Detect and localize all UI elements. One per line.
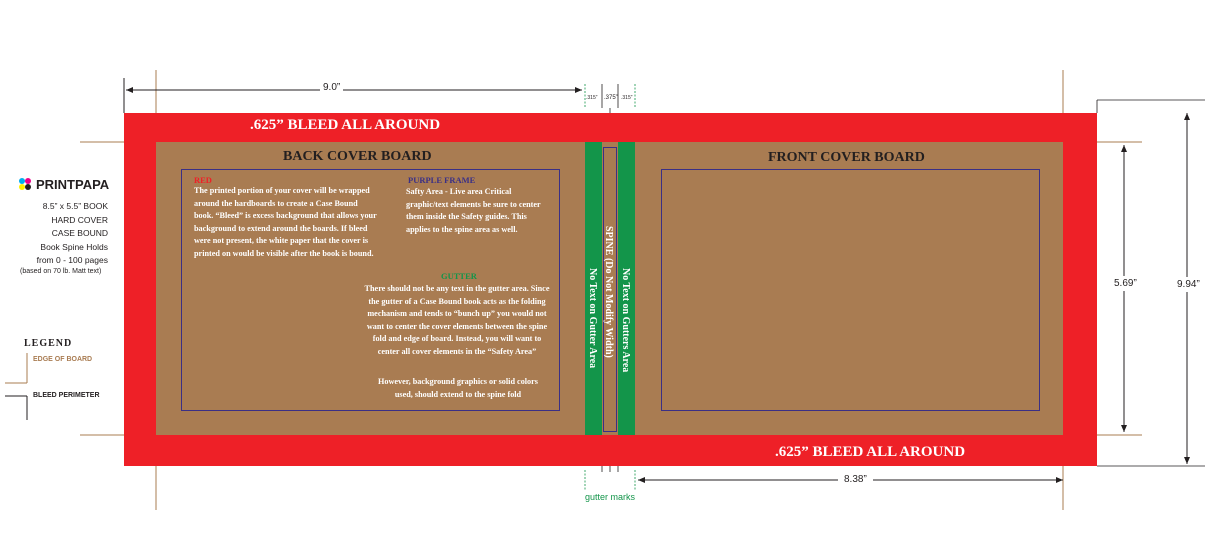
spec-note: (based on 70 lb. Matt text) [20, 268, 102, 275]
total-height-label: 9.94” [1177, 279, 1200, 290]
left-gutter-label: No Text on Gutter Area [587, 268, 598, 369]
legend-bleed-perimeter: BLEED PERIMETER [33, 392, 100, 399]
logo-text: PRINTPAPA [36, 177, 110, 192]
bleed-label-bottom: .625” BLEED ALL AROUND [775, 444, 966, 460]
spec-line: from 0 - 100 pages [36, 255, 108, 265]
red-heading: RED [194, 175, 212, 185]
gutter-marks-label: gutter marks [585, 492, 636, 502]
red-description: The printed portion of your cover will be wrapped around the hardboards to create a Case Bound book. “Bleed” is excess background that allows your background to extend around the boards. If bleed were not present, the white paper that the cover is printed on would be visible after the book is bound. [194, 186, 377, 258]
spec-line: Book Spine Holds [40, 241, 108, 252]
board-height-label: 5.69” [1114, 278, 1137, 289]
spec-line: 8.5” x 5.5” BOOK [42, 201, 108, 211]
back-cover-title: BACK COVER BOARD [283, 149, 432, 164]
gutter-right-label: .315” [621, 95, 633, 101]
right-gutter-label: No Text on Gutters Area [620, 268, 631, 373]
purple-description: Safty Area - Live area Critical graphic/text elements be sure to center them inside the Safety guides. This applies to the spine area as well. [406, 187, 541, 234]
gutter-left-label: .315” [586, 95, 598, 101]
board-width-label: 8.38” [838, 474, 873, 485]
spec-line: CASE BOUND [51, 228, 108, 238]
legend-title: LEGEND [24, 338, 73, 349]
bleed-label-top: .625” BLEED ALL AROUND [250, 117, 441, 133]
spec-line: HARD COVER [51, 214, 108, 225]
width-label: 9.0” [320, 82, 343, 93]
spec-block [18, 200, 108, 268]
spine-label: SPINE (Do Not Modify Width) [603, 226, 614, 358]
front-safety-frame [661, 169, 1040, 411]
front-cover-title: FRONT COVER BOARD [768, 150, 925, 165]
purple-heading: PURPLE FRAME [408, 175, 476, 185]
gutter-heading: GUTTER [441, 271, 477, 281]
printpapa-logo [18, 176, 109, 194]
logo-mark-icon [18, 177, 32, 191]
gutter-note: However, background graphics or solid colors used, should extend to the spine fold [378, 377, 538, 399]
spine-width-label: .375” [604, 95, 618, 101]
legend-swatches [5, 350, 35, 420]
legend-edge-of-board: EDGE OF BOARD [33, 356, 93, 363]
gutter-description: There should not be any text in the gutter area. Since the gutter of a Case Bound book acts as the folding mechanism and tends to “bunch up” you would not want to center the cover elements between the spine fold and edge of board. Instead, you will want to center all cover elements in the “Safety Area” [364, 284, 550, 356]
